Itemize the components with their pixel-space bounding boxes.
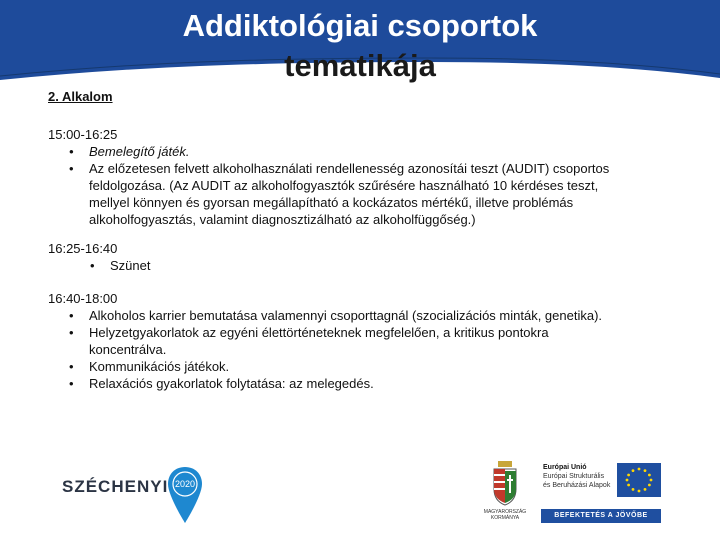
time-label: 15:00-16:25 (48, 127, 118, 142)
list-item: • Alkoholos karrier bemutatása valamennyi csoporttagnál (szocializációs minták, genetika). (48, 307, 628, 324)
eu-subtitle-1: Európai Strukturális (543, 473, 605, 480)
eu-flag-icon (617, 463, 661, 497)
footer-logos (0, 455, 720, 540)
eu-title: Európai Unió (543, 464, 587, 471)
page-title (0, 6, 720, 86)
eu-subtitle-2: és Beruházási Alapok (543, 482, 611, 489)
list-item: • Bemelegítő játék. (48, 143, 628, 160)
session-title: 2. Alkalom (48, 89, 113, 104)
list-item: • Kommunikációs játékok. (48, 358, 628, 375)
szechenyi-logo (60, 465, 210, 525)
government-logo (470, 459, 540, 529)
map-pin-icon (166, 465, 204, 525)
page-title-line1: Addiktológiai csoportok (182, 8, 538, 43)
list-item: • Helyzetgyakorlatok az egyéni élettörténeteknek megfelelően, a kritikus pontokra koncentrálva. (48, 324, 628, 358)
bullet-list (48, 307, 628, 392)
coat-of-arms-icon (470, 459, 540, 509)
government-text: MAGYARORSZÁG KORMÁNYA (483, 509, 527, 521)
list-item: • Relaxációs gyakorlatok folytatása: az melegedés. (48, 375, 628, 392)
eu-logo (541, 461, 691, 521)
time-block-1 (48, 126, 628, 228)
bullet-list (48, 143, 628, 228)
list-item: • Szünet (48, 257, 628, 274)
bullet-list (48, 257, 628, 274)
eu-text (543, 463, 615, 490)
time-label: 16:25-16:40 (48, 241, 118, 256)
eu-slogan-bar: BEFEKTETÉS A JÖVŐBE (541, 509, 661, 523)
szechenyi-year: 2020 (174, 479, 196, 489)
time-block-2 (48, 240, 628, 274)
list-item: • Az előzetesen felvett alkoholhasználati rendellenesség azonosítái teszt (AUDIT) csoportos feldolgozása. (Az AUDIT az alkoholfogyasztók szűrésére használható 10 kérdéses teszt, mellyel könnyen és gyorsan megállapítható a kockázatos mértékű, illetve problémás alkoholfogyasztás, valamint diagnosztizálható az alkoholfüggőség.) (48, 160, 628, 228)
page-title-line2: tematikája (284, 48, 436, 83)
time-block-3 (48, 290, 628, 392)
szechenyi-text: SZÉCHENYI (62, 477, 169, 496)
document-body (48, 88, 628, 404)
time-label: 16:40-18:00 (48, 291, 118, 306)
